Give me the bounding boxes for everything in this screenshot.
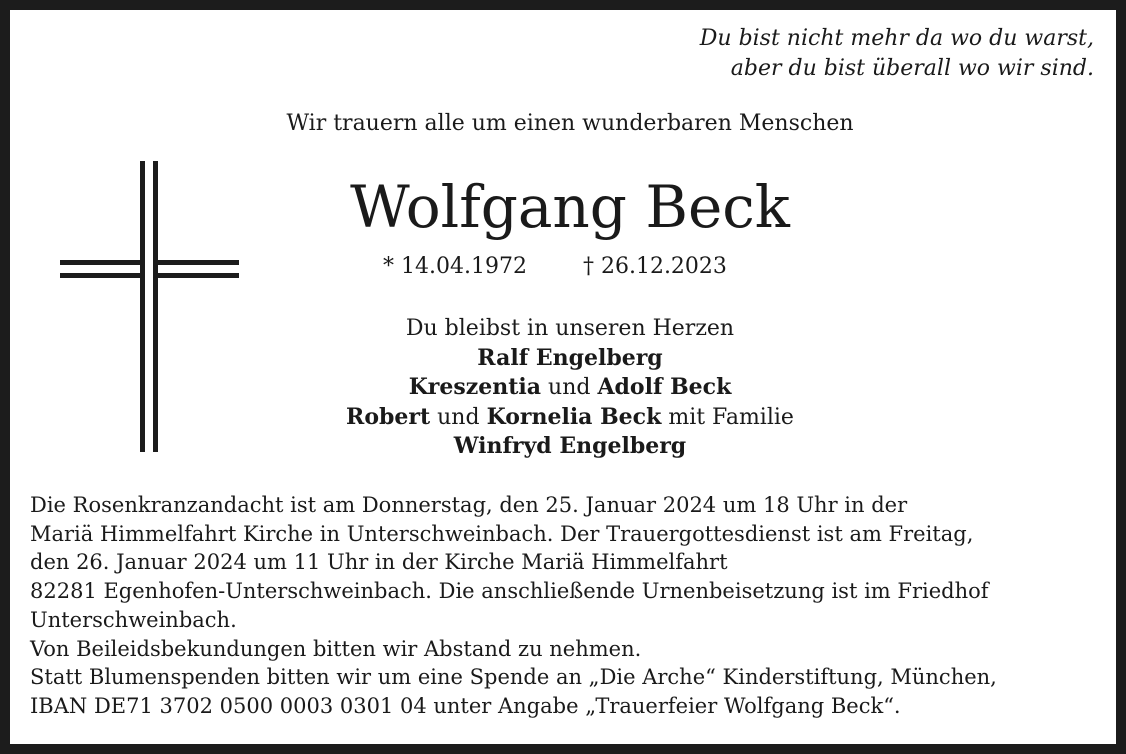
mourner-line bbox=[10, 373, 1126, 403]
intro-line: Wir trauern alle um einen wunderbaren Menschen bbox=[286, 111, 854, 136]
mourner-name: Adolf Beck bbox=[597, 374, 732, 400]
motto-quote bbox=[700, 24, 1094, 84]
mourners-list bbox=[10, 315, 1126, 462]
mourner-name: Robert bbox=[346, 403, 431, 430]
detail-line: IBAN DE71 3702 0500 0003 0301 04 unter Angabe „Trauerfeier Wolfgang Beck“. bbox=[30, 693, 901, 718]
mourner-name: Winfryd Engelberg bbox=[453, 433, 687, 459]
deceased-name: Wolfgang Beck bbox=[350, 173, 790, 241]
detail-line: Statt Blumenspenden bitten wir um eine Spende an „Die Arche“ Kinderstiftung, München, bbox=[30, 665, 997, 690]
mourner-line bbox=[10, 403, 1126, 433]
mourner-name: Ralf Engelberg bbox=[477, 344, 663, 371]
service-details bbox=[30, 491, 997, 721]
detail-line: Mariä Himmelfahrt Kirche in Unterschweinbach. Der Trauergottesdienst ist am Freitag, bbox=[30, 521, 974, 546]
detail-line: den 26. Januar 2024 um 11 Uhr in der Kirche Mariä Himmelfahrt bbox=[30, 550, 728, 575]
motto-line-1: Du bist nicht mehr da wo du warst, bbox=[699, 26, 1094, 51]
mourners-heading: Du bleibst in unseren Herzen bbox=[405, 316, 735, 341]
mourner-name: Kornelia Beck bbox=[486, 403, 662, 430]
life-dates bbox=[383, 252, 727, 282]
detail-line: Unterschweinbach. bbox=[30, 607, 237, 632]
mourner-name: Kreszentia bbox=[408, 374, 542, 400]
motto-line-2: aber du bist überall wo wir sind. bbox=[730, 56, 1094, 81]
mourner-line bbox=[10, 432, 1126, 462]
mourner-suffix: mit Familie bbox=[668, 404, 794, 430]
mourner-conjunction: und bbox=[437, 404, 480, 430]
birth-date: * 14.04.1972 bbox=[383, 254, 527, 279]
mourner-conjunction: und bbox=[548, 375, 591, 400]
detail-line: 82281 Egenhofen-Unterschweinbach. Die anschließende Urnenbeisetzung ist im Friedhof bbox=[30, 579, 989, 604]
detail-line: Von Beileidsbekundungen bitten wir Abstand zu nehmen. bbox=[30, 636, 642, 661]
death-date: † 26.12.2023 bbox=[582, 254, 727, 279]
mourner-line bbox=[10, 344, 1126, 374]
detail-line: Die Rosenkranzandacht ist am Donnerstag, den 25. Januar 2024 um 18 Uhr in der bbox=[30, 493, 908, 517]
